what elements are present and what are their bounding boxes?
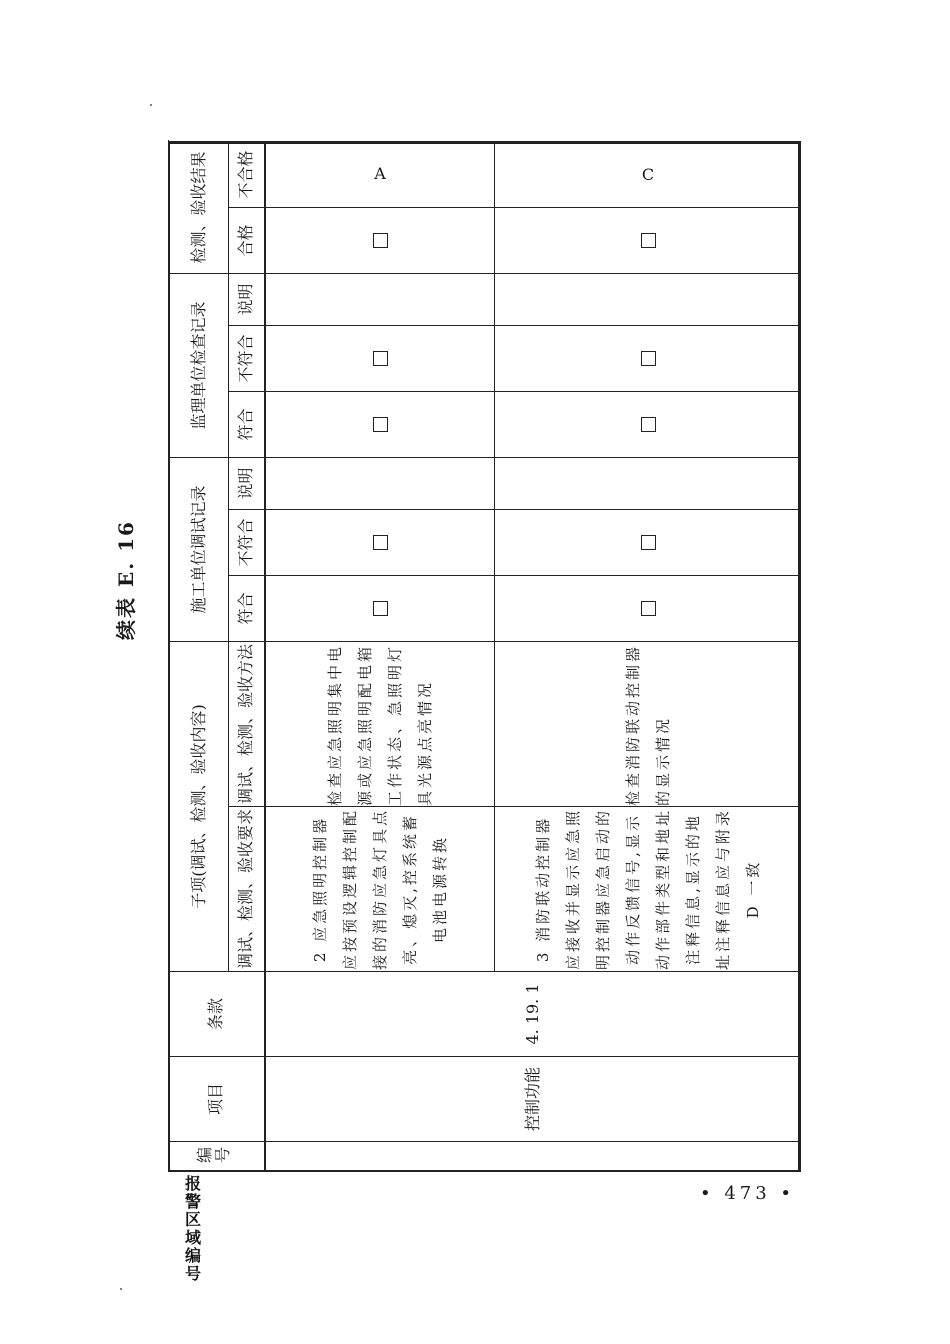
construction-comply-checkbox[interactable] (495, 576, 801, 642)
supervision-not-comply-checkbox[interactable] (495, 325, 801, 391)
acceptance-table (168, 141, 801, 1172)
row-number-cell (265, 1142, 801, 1172)
rotated-table-block (168, 142, 800, 1172)
supervision-not-comply-checkbox[interactable] (265, 325, 495, 391)
supervision-comply-checkbox[interactable] (265, 391, 495, 457)
requirement-cell: 3 消防联动控制器应接收并显示应急照明控制器应急启动的动作反馈信号,显示动作部件类型和地址注释信息,显示的地址注释信息应与附录 D 一致 (495, 807, 801, 972)
col-header-subitem: 子项(调试、检测、验收内容) (169, 642, 229, 972)
qualified-checkbox[interactable] (495, 207, 801, 273)
col-header-supervision-comply: 符合 (229, 391, 265, 457)
col-header-qualified: 合格 (229, 207, 265, 273)
method-cell: 检查消防联动控制器的显示情况 (495, 642, 801, 807)
supervision-note-cell (265, 273, 495, 325)
col-header-method: 调试、检测、验收方法 (229, 642, 265, 807)
col-header-unqualified: 不合格 (229, 141, 265, 207)
col-header-requirement: 调试、检测、验收要求 (229, 807, 265, 972)
construction-not-comply-checkbox[interactable] (265, 510, 495, 576)
construction-note-cell (265, 457, 495, 509)
col-header-construction: 施工单位调试记录 (169, 457, 229, 641)
col-header-item: 项目 (169, 1057, 265, 1142)
row-clause-cell: 4. 19. 1 (265, 972, 801, 1057)
construction-not-comply-checkbox[interactable] (495, 510, 801, 576)
col-header-clause: 条款 (169, 972, 265, 1057)
supervision-note-cell (495, 273, 801, 325)
table-row (265, 141, 495, 1171)
scan-speck (150, 104, 152, 106)
requirement-cell: 2 应急照明控制器应按预设逻辑控制配接的消防应急灯具点亮、熄灭,控系统蓄电池电源转换 (265, 807, 495, 972)
col-header-construction-comply: 符合 (229, 576, 265, 642)
page-number: • 473 • (700, 1183, 796, 1204)
col-header-construction-note: 说明 (229, 457, 265, 509)
supervision-comply-checkbox[interactable] (495, 391, 801, 457)
scan-speck (120, 1288, 122, 1290)
unqualified-grade-cell: A (265, 141, 495, 207)
col-header-construction-not-comply: 不符合 (229, 510, 265, 576)
table-title: 续表 E. 16 (114, 520, 138, 640)
unqualified-grade-cell: C (495, 141, 801, 207)
col-header-supervision-note: 说明 (229, 273, 265, 325)
method-cell: 检查应急照明集中电源或应急照明配电箱工作状态、急照明灯具光源点亮情况 (265, 642, 495, 807)
col-header-number: 编号 (169, 1142, 265, 1172)
construction-comply-checkbox[interactable] (265, 576, 495, 642)
construction-note-cell (495, 457, 801, 509)
col-header-supervision: 监理单位检查记录 (169, 273, 229, 457)
qualified-checkbox[interactable] (265, 207, 495, 273)
row-item-cell: 控制功能 (265, 1057, 801, 1142)
alarm-zone-number-label: 报警区域编号 (184, 1174, 201, 1283)
header-row-1 (169, 141, 229, 1171)
col-header-supervision-not-comply: 不符合 (229, 325, 265, 391)
col-header-inspection: 检测、验收结果 (169, 141, 229, 273)
